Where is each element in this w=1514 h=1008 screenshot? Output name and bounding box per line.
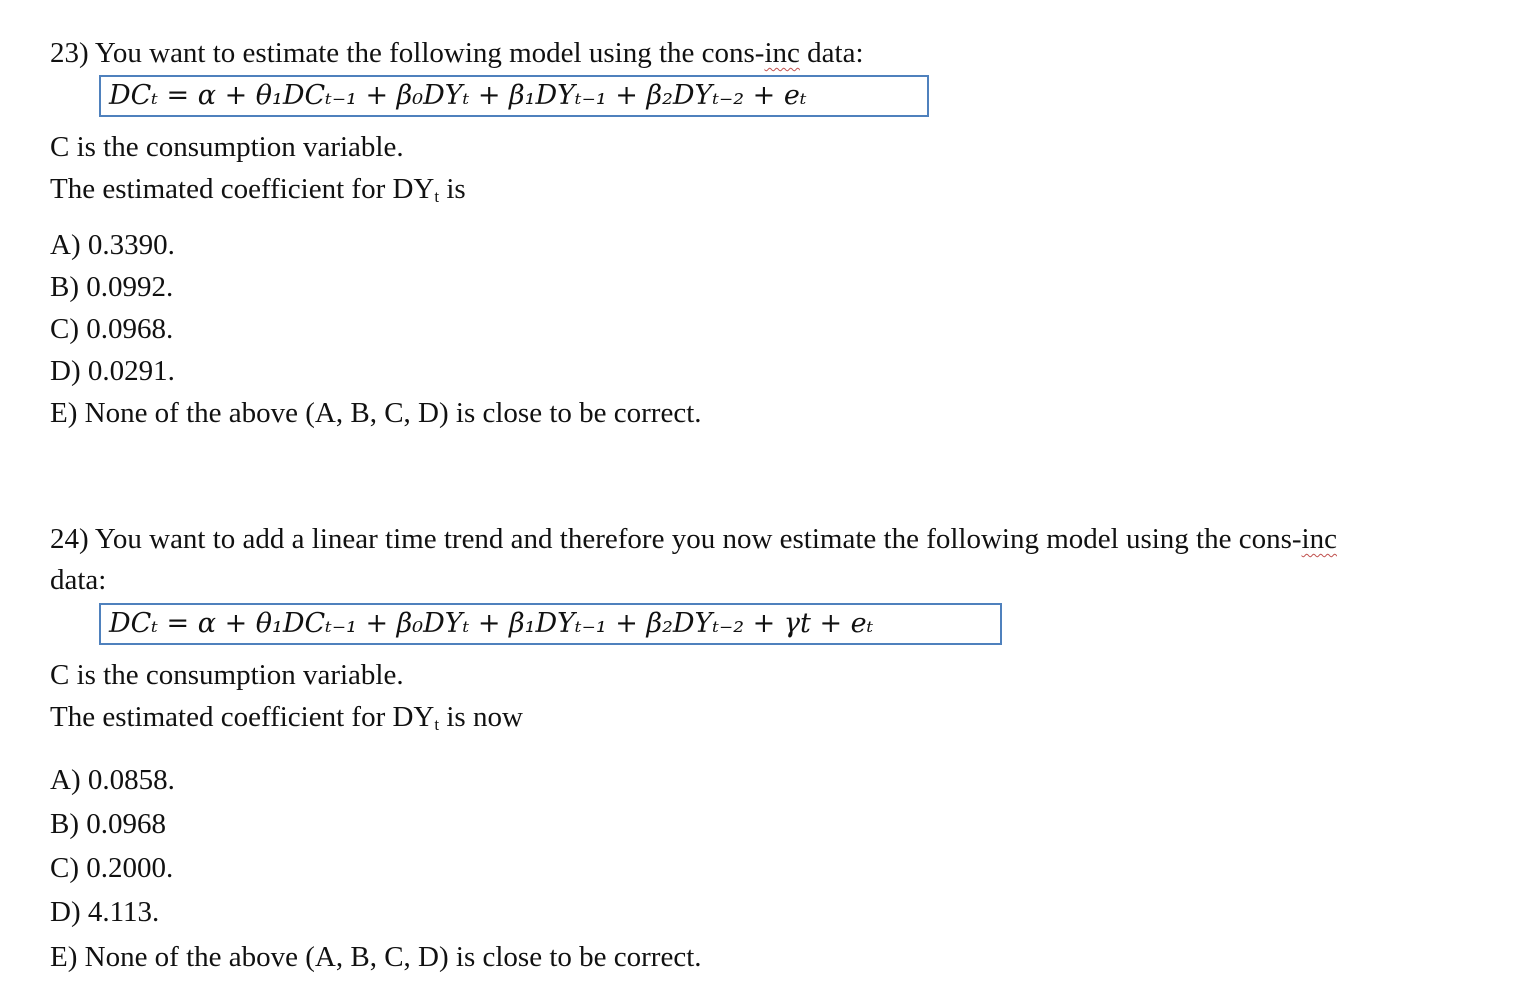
- q23-question-subscript: t: [434, 187, 440, 206]
- q23-option-a: A) 0.3390.: [50, 229, 175, 261]
- q23-option-b: B) 0.0992.: [50, 271, 174, 303]
- q24-equation-text: DCₜ = α + θ₁DCₜ₋₁ + β₀DYₜ + β₁DYₜ₋₁ + β₂DYₜ₋₂ + γt + eₜ: [109, 608, 874, 639]
- q24-question-tail: is now: [439, 701, 523, 733]
- q24-option-e: E) None of the above (A, B, C, D) is close to be correct.: [50, 941, 702, 973]
- q24-question-subscript: t: [434, 715, 440, 734]
- q23-spellcheck-word: inc: [764, 37, 800, 69]
- q24-question: [50, 700, 523, 734]
- q23-prompt-tail: data:: [799, 37, 864, 69]
- q24-variable-note: C is the consumption variable.: [50, 659, 404, 691]
- q23-question: [50, 172, 466, 206]
- q23-prompt: [50, 36, 864, 70]
- q24-prompt: [50, 522, 1337, 556]
- q23-variable-note: C is the consumption variable.: [50, 131, 404, 163]
- q24-spellcheck-word: inc: [1301, 523, 1337, 555]
- q23-equation-text: DCₜ = α + θ₁DCₜ₋₁ + β₀DYₜ + β₁DYₜ₋₁ + β₂DYₜ₋₂ + eₜ: [109, 80, 807, 111]
- q24-prompt-text: 24) You want to add a linear time trend and therefore you now estimate the following model using the cons-: [50, 523, 1302, 555]
- q23-option-d: D) 0.0291.: [50, 355, 175, 387]
- q23-question-tail: is: [439, 173, 466, 205]
- q23-option-c: C) 0.0968.: [50, 313, 174, 345]
- q23-question-text: The estimated coefficient for DY: [50, 173, 435, 205]
- q24-prompt-line2: data:: [50, 564, 107, 596]
- q24-option-a: A) 0.0858.: [50, 764, 175, 796]
- q23-equation: [99, 75, 929, 117]
- q23-option-e: E) None of the above (A, B, C, D) is close to be correct.: [50, 397, 702, 429]
- q23-prompt-text: 23) You want to estimate the following model using the cons-: [50, 37, 765, 69]
- q24-equation: [99, 603, 1002, 645]
- q24-question-text: The estimated coefficient for DY: [50, 701, 435, 733]
- q24-option-d: D) 4.113.: [50, 896, 160, 928]
- q24-option-b: B) 0.0968: [50, 808, 166, 840]
- q24-option-c: C) 0.2000.: [50, 852, 174, 884]
